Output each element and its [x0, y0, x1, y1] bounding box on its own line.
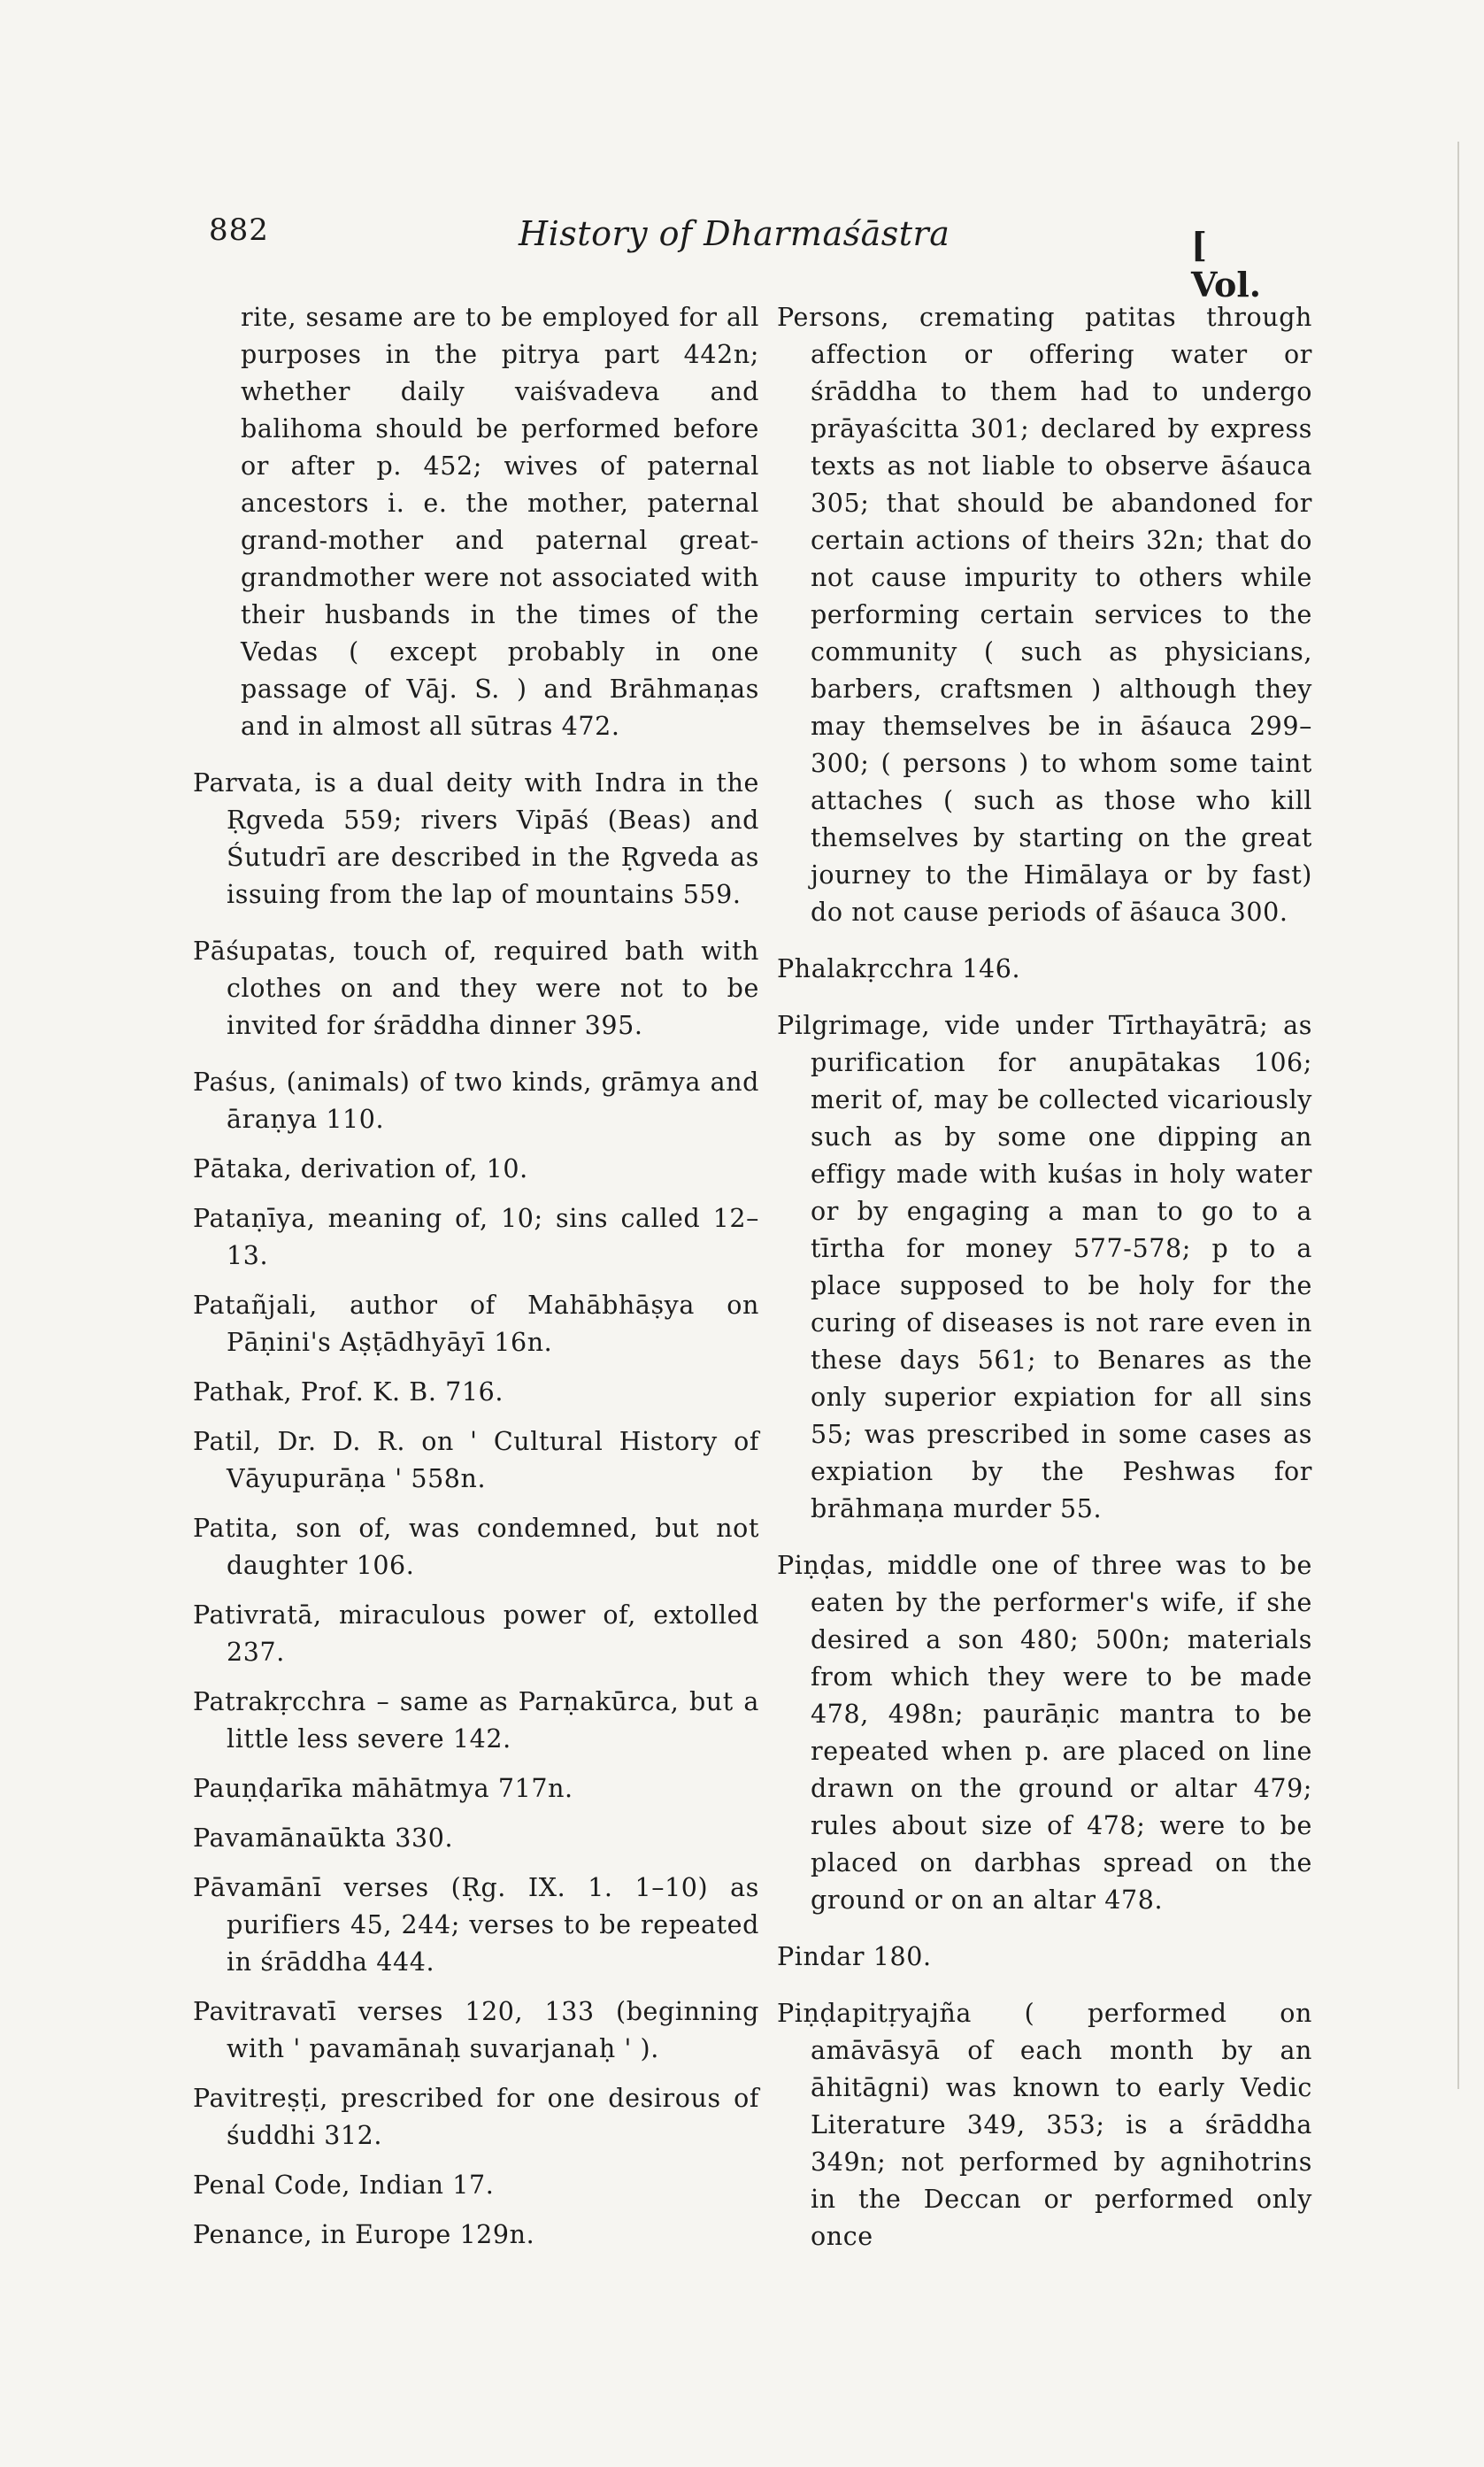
index-entry: Pāśupatas, touch of, required bath with clothes on and they were not to be invited for śrāddha dinner 395. — [193, 937, 759, 1040]
page-number: 882 — [209, 212, 269, 248]
index-column-right — [777, 299, 1312, 2275]
index-entry: Patrakṛcchra – same as Parṇakūrca, but a little less severe 142. — [193, 1687, 759, 1754]
index-entry: Pavitreṣṭi, prescribed for one desirous of śuddhi 312. — [193, 2084, 759, 2150]
index-entry: Patil, Dr. D. R. on ' Cultural History of Vāyupurāṇa ' 558n. — [193, 1427, 759, 1493]
volume-label: [ Vol. — [1191, 225, 1262, 305]
index-entry: Pindar 180. — [777, 1942, 932, 1971]
index-entry: Pilgrimage, vide under Tīrthayātrā; as purification for anupātakas 106; merit of, may be collected vicariously such as by some one dipping an effigy made with kuśas in holy water or by engaging a man to go to a tīrtha for money 577-578; p to a place supposed to be holy for the curing of diseases is not rare even in these days 561; to Benares as the only superior expiation for all sins 55; was prescribed in some cases as expiation by the Peshwas for brāhmaṇa murder 55. — [777, 1011, 1312, 1523]
index-entry: Patita, son of, was condemned, but not daughter 106. — [193, 1514, 759, 1580]
index-entry: Pathak, Prof. K. B. 716. — [193, 1377, 504, 1407]
index-entry: Pativratā, miraculous power of, extolled 237. — [193, 1600, 759, 1667]
index-entry: rite, sesame are to be employed for all purposes in the pitrya part 442n; whether daily vaiśvadeva and balihoma should be performed before or after p. 452; wives of paternal ancestors i. e. the mother, paternal grand-mother and paternal great-grandmother were not associated with their husbands in the times of the Vedas ( except probably in one passage of Vāj. S. ) and Brāhmaṇas and in almost all sūtras 472. — [241, 303, 759, 741]
index-entry: Pavitravatī verses 120, 133 (beginning with ' pavamānaḥ suvarjanaḥ ' ). — [193, 1997, 759, 2063]
index-entry: Penance, in Europe 129n. — [193, 2220, 535, 2249]
index-entry: Paśus, (animals) of two kinds, grāmya and āraṇya 110. — [193, 1068, 759, 1134]
index-entry: Pauṇḍarīka māhātmya 717n. — [193, 1774, 573, 1803]
index-entry: Penal Code, Indian 17. — [193, 2170, 495, 2200]
page-header — [209, 205, 1281, 305]
index-entry: Pataṇīya, meaning of, 10; sins called 12–13. — [193, 1204, 759, 1270]
running-title: History of Dharmaśāstra — [519, 214, 950, 253]
index-entry: Persons, cremating patitas through affection or offering water or śrāddha to them had to undergo prāyaścitta 301; declared by express texts as not liable to observe āśauca 305; that should be abandoned for certain actions of theirs 32n; that do not cause impurity to others while performing certain services to the community ( such as physicians, barbers, craftsmen ) although they may themselves be in āśauca 299–300; ( persons ) to whom some taint attaches ( such as those who kill themselves by starting on the great journey to the Himālaya or by fast) do not cause periods of āśauca 300. — [777, 303, 1312, 927]
index-entry: Pavamānaūkta 330. — [193, 1823, 454, 1853]
index-entry: Patañjali, author of Mahābhāṣya on Pāṇini's Aṣṭādhyāyī 16n. — [193, 1291, 759, 1357]
index-column-left — [193, 299, 759, 2266]
index-entry: Piṇḍapitṛyajña ( performed on amāvāsyā of each month by an āhitāgni) was known to early Vedic Literature 349, 353; is a śrāddha 349n; not performed by agnihotrins in the Deccan or performed only once — [777, 1999, 1312, 2251]
index-entry: Piṇḍas, middle one of three was to be eaten by the performer's wife, if she desired a son 480; 500n; materials from which they were to be made 478, 498n; paurāṇic mantra to be repeated when p. are placed on line drawn on the ground or altar 479; rules about size of 478; were to be placed on darbhas spread on the ground or on an altar 478. — [777, 1551, 1312, 1915]
page-edge-rule — [1457, 142, 1459, 2089]
index-entry: Pātaka, derivation of, 10. — [193, 1154, 528, 1183]
index-entry: Parvata, is a dual deity with Indra in the Ṛgveda 559; rivers Vipāś (Beas) and Śutudrī are described in the Ṛgveda as issuing from the lap of mountains 559. — [193, 768, 759, 909]
index-entry: Pāvamānī verses (Ṛg. IX. 1. 1–10) as purifiers 45, 244; verses to be repeated in śrāddha 444. — [193, 1873, 759, 1977]
index-entry: Phalakṛcchra 146. — [777, 954, 1021, 983]
